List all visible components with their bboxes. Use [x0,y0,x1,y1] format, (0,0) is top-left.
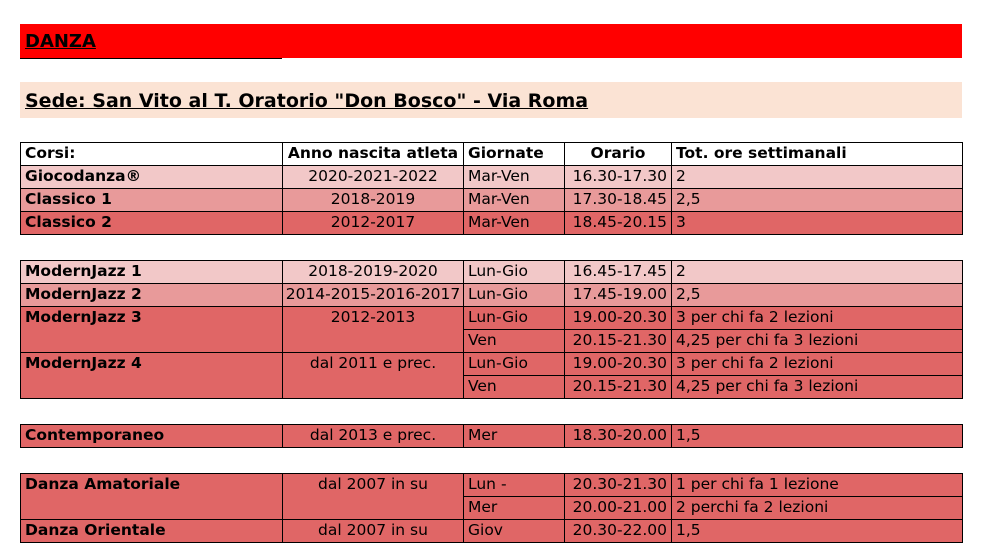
course-name: Classico 2 [21,212,283,235]
days: Mer [464,497,565,520]
table-row [21,307,963,330]
schedule-table-classico [20,142,963,235]
sede-heading: Sede: San Vito al T. Oratorio "Don Bosco" - Via Roma [25,90,589,112]
time: 16.45-17.45 [565,261,672,284]
course-name: Danza Amatoriale [21,474,283,520]
time: 18.30-20.00 [565,425,672,448]
table-row [21,212,963,235]
title-bar [20,24,962,58]
schedule-table-contemporaneo [20,424,963,448]
header-orario: Orario [565,143,672,166]
header-corsi: Corsi: [21,143,283,166]
weekly-hours: 3 per chi fa 2 lezioni [672,307,963,330]
table-row [21,474,963,497]
course-name: Giocodanza® [21,166,283,189]
course-name: Classico 1 [21,189,283,212]
days: Lun-Gio [464,353,565,376]
schedule-table-amatoriale [20,473,963,543]
time: 16.30-17.30 [565,166,672,189]
weekly-hours: 2 [672,261,963,284]
birth-years: dal 2007 in su [283,474,464,520]
birth-years: 2012-2013 [283,307,464,353]
table-row [21,261,963,284]
weekly-hours: 3 per chi fa 2 lezioni [672,353,963,376]
weekly-hours: 2 [672,166,963,189]
days: Mar-Ven [464,212,565,235]
days: Mar-Ven [464,166,565,189]
birth-years: 2018-2019-2020 [283,261,464,284]
weekly-hours: 2 perchi fa 2 lezioni [672,497,963,520]
birth-years: dal 2011 e prec. [283,353,464,399]
birth-years: 2018-2019 [283,189,464,212]
days: Mer [464,425,565,448]
table-row [21,353,963,376]
weekly-hours: 2,5 [672,284,963,307]
weekly-hours: 1,5 [672,520,963,543]
days: Ven [464,330,565,353]
course-name: ModernJazz 2 [21,284,283,307]
time: 20.30-22.00 [565,520,672,543]
days: Mar-Ven [464,189,565,212]
course-name: Danza Orientale [21,520,283,543]
table-row [21,520,963,543]
days: Lun-Gio [464,284,565,307]
time: 20.00-21.00 [565,497,672,520]
days: Lun - [464,474,565,497]
weekly-hours: 1 per chi fa 1 lezione [672,474,963,497]
weekly-hours: 1,5 [672,425,963,448]
time: 19.00-20.30 [565,353,672,376]
weekly-hours: 3 [672,212,963,235]
weekly-hours: 2,5 [672,189,963,212]
table-row [21,166,963,189]
course-name: ModernJazz 3 [21,307,283,353]
days: Ven [464,376,565,399]
time: 17.30-18.45 [565,189,672,212]
birth-years: 2014-2015-2016-2017 [283,284,464,307]
header-giornate: Giornate [464,143,565,166]
header-anno: Anno nascita atleta [283,143,464,166]
weekly-hours: 4,25 per chi fa 3 lezioni [672,376,963,399]
course-name: Contemporaneo [21,425,283,448]
table-header-row [21,143,963,166]
birth-years: dal 2013 e prec. [283,425,464,448]
time: 20.15-21.30 [565,330,672,353]
time: 20.30-21.30 [565,474,672,497]
title-divider [20,58,282,59]
table-row [21,284,963,307]
time: 20.15-21.30 [565,376,672,399]
schedule-table-modernjazz [20,260,963,399]
course-name: ModernJazz 4 [21,353,283,399]
course-name: ModernJazz 1 [21,261,283,284]
days: Lun-Gio [464,261,565,284]
birth-years: dal 2007 in su [283,520,464,543]
days: Giov [464,520,565,543]
time: 17.45-19.00 [565,284,672,307]
table-row [21,425,963,448]
table-row [21,189,963,212]
page-title: DANZA [25,31,96,52]
days: Lun-Gio [464,307,565,330]
weekly-hours: 4,25 per chi fa 3 lezioni [672,330,963,353]
header-tot: Tot. ore settimanali [672,143,963,166]
time: 19.00-20.30 [565,307,672,330]
birth-years: 2020-2021-2022 [283,166,464,189]
time: 18.45-20.15 [565,212,672,235]
birth-years: 2012-2017 [283,212,464,235]
sede-bar [20,82,962,118]
